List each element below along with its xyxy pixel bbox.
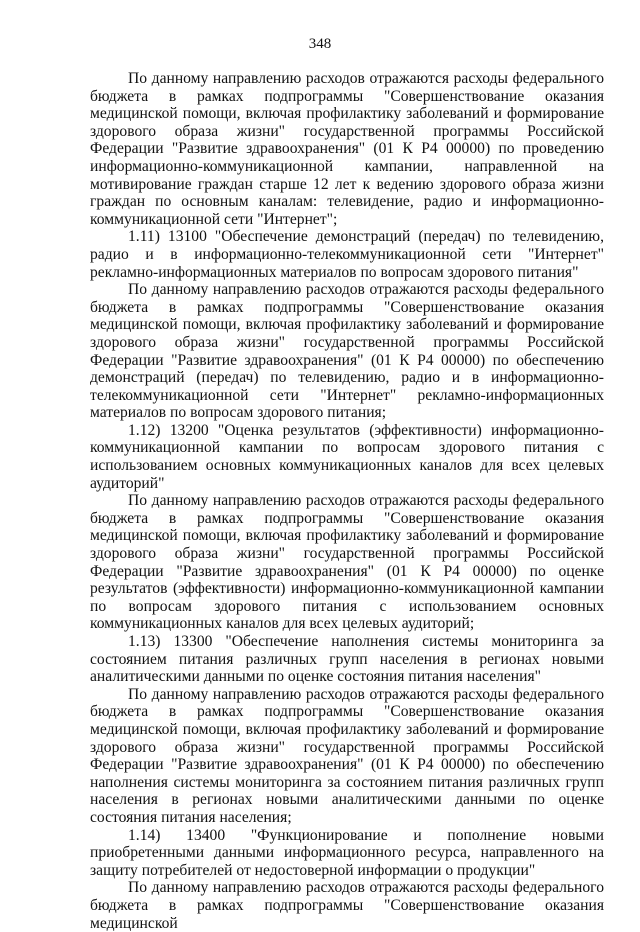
paragraph-3: По данному направлению расходов отражаются расходы федерального бюджета в рамках подпрограммы "Совершенствование оказания медицинской помощи, включая профилактику заболеваний и формирование здорового образа жизни" государственной программы Российской Федерации "Развитие здравоохранения" (01 К Р4 00000) по оценке результатов (эффективности) информационно-коммуникационной кампании по вопросам здорового питания с использованием основных коммуникационных каналов для всех целевых аудиторий; — [90, 492, 604, 633]
section-heading-1-14: 1.14) 13400 "Функционирование и пополнение новыми приобретенными данными информационного ресурса, направленного на защиту потребителей от недостоверной информации о продукции" — [90, 826, 604, 879]
section-heading-1-12: 1.12) 13200 "Оценка результатов (эффективности) информационно-коммуникационной кампании по вопросам здорового питания с использованием основных коммуникационных каналов для всех целевых аудиторий" — [90, 421, 604, 492]
paragraph-2: По данному направлению расходов отражаются расходы федерального бюджета в рамках подпрограммы "Совершенствование оказания медицинской помощи, включая профилактику заболеваний и формирование здорового образа жизни" государственной программы Российской Федерации "Развитие здравоохранения" (01 К Р4 00000) по обеспечению демонстраций (передач) по телевидению, радио и в информационно-телекоммуникационной сети "Интернет" рекламно-информационных материалов по вопросам здорового питания; — [90, 281, 604, 422]
section-heading-1-11: 1.11) 13100 "Обеспечение демонстраций (передач) по телевидению, радио и в информационно-телекоммуникационной сети "Интернет" рекламно-информационных материалов по вопросам здорового питания" — [90, 228, 604, 281]
paragraph-5: По данному направлению расходов отражаются расходы федерального бюджета в рамках подпрограммы "Совершенствование оказания медицинской — [90, 879, 604, 932]
page-number: 348 — [308, 36, 332, 52]
document-body — [90, 70, 604, 932]
section-heading-1-13: 1.13) 13300 "Обеспечение наполнения системы мониторинга за состоянием питания различных групп населения в регионах новыми аналитическими данными по оценке состояния питания населения" — [90, 633, 604, 686]
paragraph-1: По данному направлению расходов отражаются расходы федерального бюджета в рамках подпрограммы "Совершенствование оказания медицинской помощи, включая профилактику заболеваний и формирование здорового образа жизни" государственной программы Российской Федерации "Развитие здравоохранения" (01 К Р4 00000) по проведению информационно-коммуникационной кампании, направленной на мотивирование граждан старше 12 лет к ведению здорового образа жизни граждан по основным каналам: телевидение, радио и информационно-коммуникационной сети "Интернет"; — [90, 70, 604, 228]
paragraph-4: По данному направлению расходов отражаются расходы федерального бюджета в рамках подпрограммы "Совершенствование оказания медицинской помощи, включая профилактику заболеваний и формирование здорового образа жизни" государственной программы Российской Федерации "Развитие здравоохранения" (01 К Р4 00000) по обеспечению наполнения системы мониторинга за состоянием питания различных групп населения в регионах новыми аналитическими данными по оценке состояния питания населения; — [90, 685, 604, 826]
